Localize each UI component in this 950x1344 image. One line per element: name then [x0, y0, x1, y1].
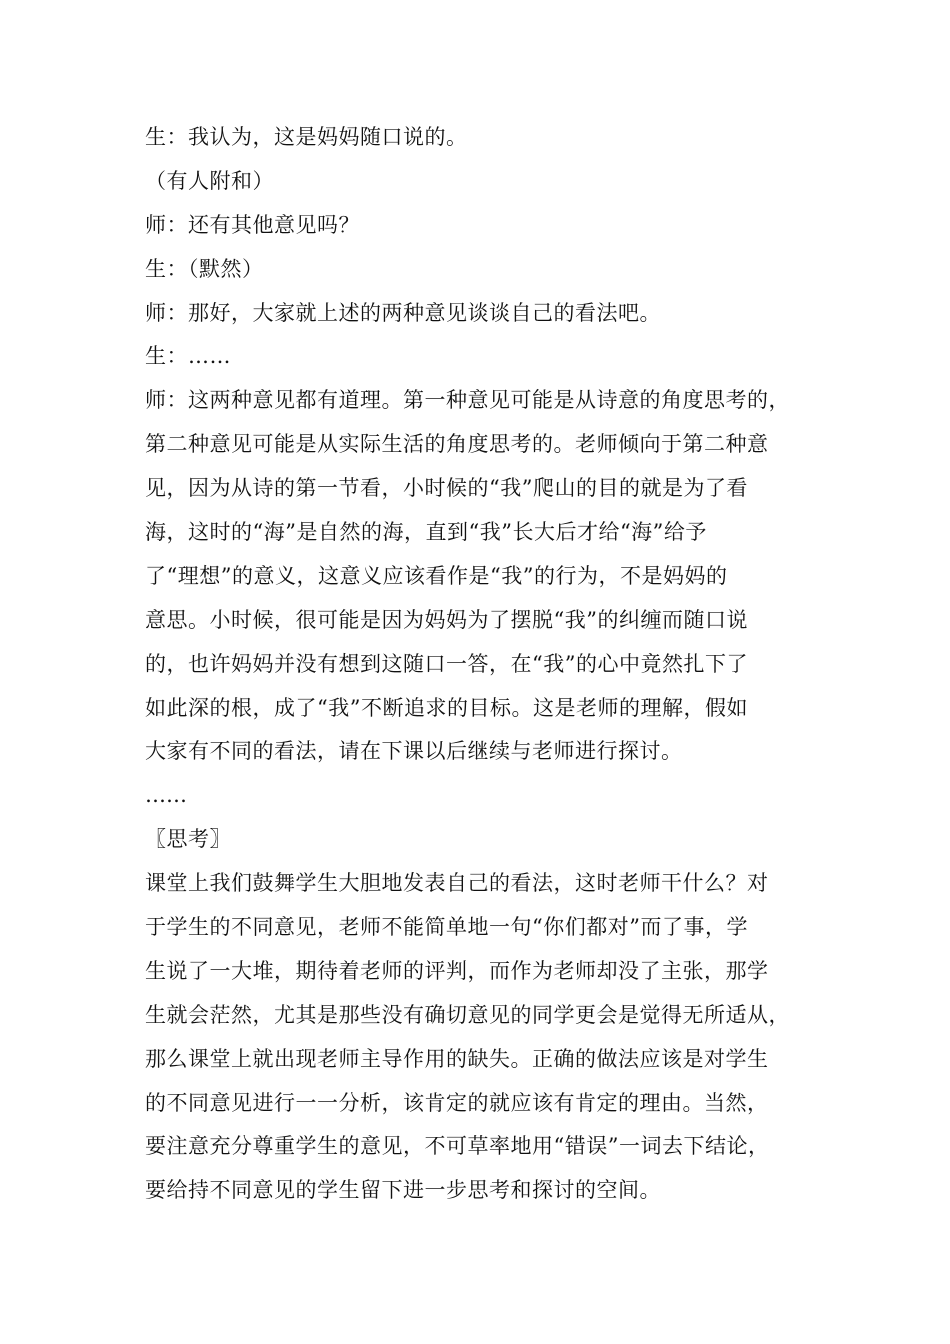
paragraph-line: 第二种意见可能是从实际生活的角度思考的。老师倾向于第二种意 [145, 432, 769, 457]
paragraph-line: 于学生的不同意见，老师不能简单地一句“你们都对”而了事，学 [145, 915, 748, 940]
paragraph-line: 了“理想”的意义，这意义应该看作是“我”的行为，不是妈妈的 [145, 563, 728, 588]
paragraph-line: 大家有不同的看法，请在下课以后继续与老师进行探讨。 [145, 739, 683, 764]
stage-direction: （有人附和） [145, 168, 274, 193]
paragraph-line: 的，也许妈妈并没有想到这随口一答，在“我”的心中竟然扎下了 [145, 651, 748, 676]
paragraph-line: 生就会茫然，尤其是那些没有确切意见的同学更会是觉得无所适从， [145, 1002, 790, 1027]
dialogue-line: 生：我认为，这是妈妈随口说的。 [145, 125, 468, 149]
document-body [145, 116, 845, 1213]
dialogue-line: 师：还有其他意见吗？ [145, 212, 360, 237]
paragraph-line: 那么课堂上就出现老师主导作用的缺失。正确的做法应该是对学生 [145, 1046, 769, 1071]
paragraph-line: 海，这时的“海”是自然的海，直到“我”长大后才给“海”给予 [145, 520, 707, 545]
paragraph-line: 师：这两种意见都有道理。第一种意见可能是从诗意的角度思考的， [145, 388, 790, 413]
paragraph-line: 见，因为从诗的第一节看，小时候的“我”爬山的目的就是为了看 [145, 476, 748, 501]
paragraph-line: 如此深的根，成了“我”不断追求的目标。这是老师的理解，假如 [145, 695, 748, 720]
paragraph-line: 课堂上我们鼓舞学生大胆地发表自己的看法，这时老师干什么？对 [145, 871, 769, 896]
paragraph-line: 生说了一大堆，期待着老师的评判，而作为老师却没了主张，那学 [145, 958, 769, 983]
dialogue-line: 生：（默然） [145, 256, 264, 281]
paragraph-line: 意思。小时候，很可能是因为妈妈为了摆脱“我”的纠缠而随口说 [145, 607, 748, 632]
paragraph-line: 的不同意见进行一一分析，该肯定的就应该有肯定的理由。当然， [145, 1090, 769, 1115]
ellipsis-line: …… [145, 783, 187, 808]
dialogue-line: 师：那好，大家就上述的两种意见谈谈自己的看法吧。 [145, 300, 661, 325]
paragraph-line: 要注意充分尊重学生的意见，不可草率地用“错误”一词去下结论， [145, 1134, 770, 1159]
dialogue-line: 生：…… [145, 344, 231, 369]
paragraph-line: 要给持不同意见的学生留下进一步思考和探讨的空间。 [145, 1178, 661, 1203]
section-heading: 〖思考〗 [145, 827, 231, 852]
